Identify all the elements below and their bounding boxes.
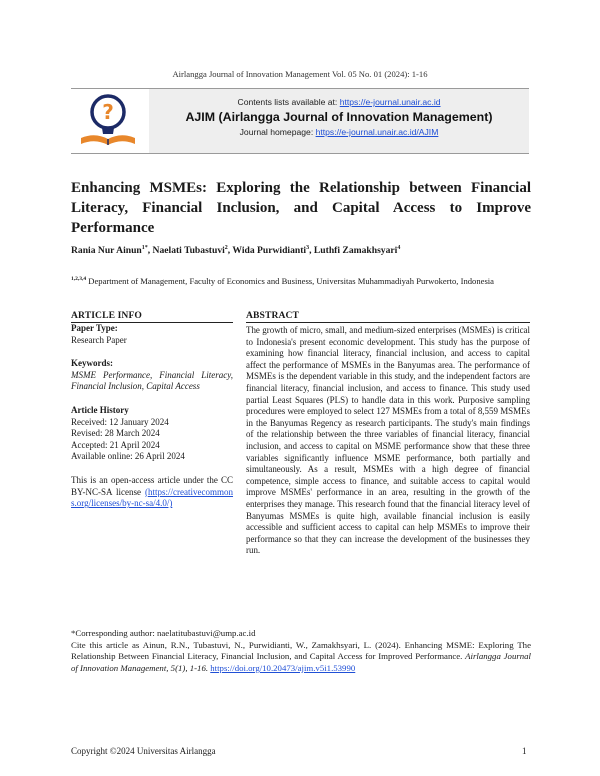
- author-sup: 3: [306, 245, 310, 251]
- journal-header-text: [149, 89, 529, 137]
- article-info-heading: ARTICLE INFO: [71, 310, 233, 323]
- footnote-block: [71, 628, 531, 674]
- journal-logo: [71, 89, 149, 153]
- received-date: Received: 12 January 2024: [71, 416, 169, 427]
- homepage-link[interactable]: https://e-journal.unair.ac.id/AJIM: [315, 127, 439, 137]
- license-link[interactable]: (https://creativecommons.org/licenses/by-nc-sa/4.0/): [71, 486, 234, 509]
- keywords-value: MSME Performance, Financial Literacy, Financial Inclusion, Capital Access: [71, 369, 233, 392]
- paper-title: Enhancing MSMEs: Exploring the Relationship between Financial Literacy, Financial Inclusion, and Capital Access to Improve Performance: [71, 180, 531, 236]
- author-name: Rania Nur Ainun: [71, 245, 142, 257]
- affiliation: [71, 273, 531, 287]
- article-info-column: [71, 310, 233, 510]
- running-header: Airlangga Journal of Innovation Management Vol. 05 No. 01 (2024): 1-16: [172, 69, 428, 79]
- author-sup: 2: [224, 245, 228, 251]
- affiliation-text: Department of Management, Faculty of Economics and Business, Universitas Muhammadiyah Purwokerto, Indonesia: [86, 275, 495, 286]
- page-number: 1: [522, 746, 527, 756]
- abstract-heading: ABSTRACT: [246, 310, 530, 323]
- keywords-label: Keywords:: [71, 358, 113, 369]
- lightbulb-question-book-icon: [75, 90, 141, 152]
- author-sup: 1*: [141, 245, 148, 251]
- doi-link[interactable]: https://doi.org/10.20473/ajim.v5i1.53990: [210, 662, 356, 673]
- svg-text:?: ?: [102, 100, 114, 124]
- journal-title: AJIM (Airlangga Journal of Innovation Management): [185, 110, 493, 124]
- citation-journal: Airlangga Journal of Innovation Management, 5(1), 1-16.: [71, 651, 532, 673]
- license-statement: This is an open-access article under the CC BY-NC-SA license: [71, 474, 233, 497]
- journal-header-box: [71, 88, 529, 154]
- abstract-column: [246, 310, 530, 557]
- citation: [71, 640, 531, 675]
- available-date: Available online: 26 April 2024: [71, 451, 185, 462]
- accepted-date: Accepted: 21 April 2024: [71, 439, 160, 450]
- author-name: Luthfi Zamakhsyari: [313, 245, 398, 257]
- homepage-line: [149, 127, 529, 137]
- license-text: [71, 475, 233, 510]
- citation-text: Cite this article as Ainun, R.N., Tubastuvi, N., Purwidianti, W., Zamakhsyari, L. (2024). Enhancing MSME: Exploring The Relationship Between Financial Literacy, Financial Inclusion, and Capital Access for Improved Performance.: [71, 639, 531, 662]
- paper-type-value: Research Paper: [71, 334, 127, 345]
- copyright: Copyright ©2024 Universitas Airlangga: [71, 746, 216, 756]
- contents-line: [149, 97, 529, 107]
- revised-date: Revised: 28 March 2024: [71, 428, 160, 439]
- contents-link[interactable]: https://e-journal.unair.ac.id: [339, 97, 441, 107]
- author-name: Wida Purwidianti: [232, 245, 307, 257]
- corresponding-author: *Corresponding author: naelatitubastuvi@ump.ac.id: [71, 628, 256, 638]
- author-name: Naelati Tubastuvi: [152, 245, 225, 257]
- abstract-text: The growth of micro, small, and medium-sized enterprises (MSMEs) is critical to Indonesia's present economic development. This study has the purpose of examining how financial literacy, financial inclusion, and access to capital affect the performance of MSMEs in the Banyumas area. The performance of MSMEs is the dependent variable in this study, and the independent factors are financial literacy, financial inclusion, and access to finance. This study used partial Least Squares (PLS) to handle data in this work. Purposive sampling procedures were employed to select 127 MSMEs from a total of 8,559 MSMEs in the Banyumas Regency as research participants. The study's main findings of the relationship between the three variables of financial literacy, financial inclusion, and access to capital on MSME performance show that these three variables significantly influence MSME performance, both partially and simultaneously. As a result, MSMEs with a high degree of financial competence, simple access to finance, and suitable access to capital would improve MSMEs' performance in an area, resulting in the growth of the enterprises they manage. This research found that the financial literacy level of Banyumas MSMEs is quite high, available financial inclusion is easily accessible and sufficient access to capital can help MSMEs to improve their performance so that they can increase the development of the businesses they run.: [246, 325, 530, 556]
- article-info-body: [71, 323, 233, 510]
- history-label: Article History: [71, 404, 129, 415]
- affiliation-sup: 1,2,3,4: [71, 276, 87, 282]
- paper-type-label: Paper Type:: [71, 323, 118, 333]
- author-list: Rania Nur Ainun$^{1*}$, Naelati Tubastuvi$^2$, Wida Purwidianti$^3$, Luthfi Zamakhsyari$^4$: [71, 245, 401, 257]
- contents-prefix: Contents lists available at:: [237, 97, 340, 107]
- author-sup: 4: [397, 245, 401, 251]
- homepage-prefix: Journal homepage:: [239, 127, 316, 137]
